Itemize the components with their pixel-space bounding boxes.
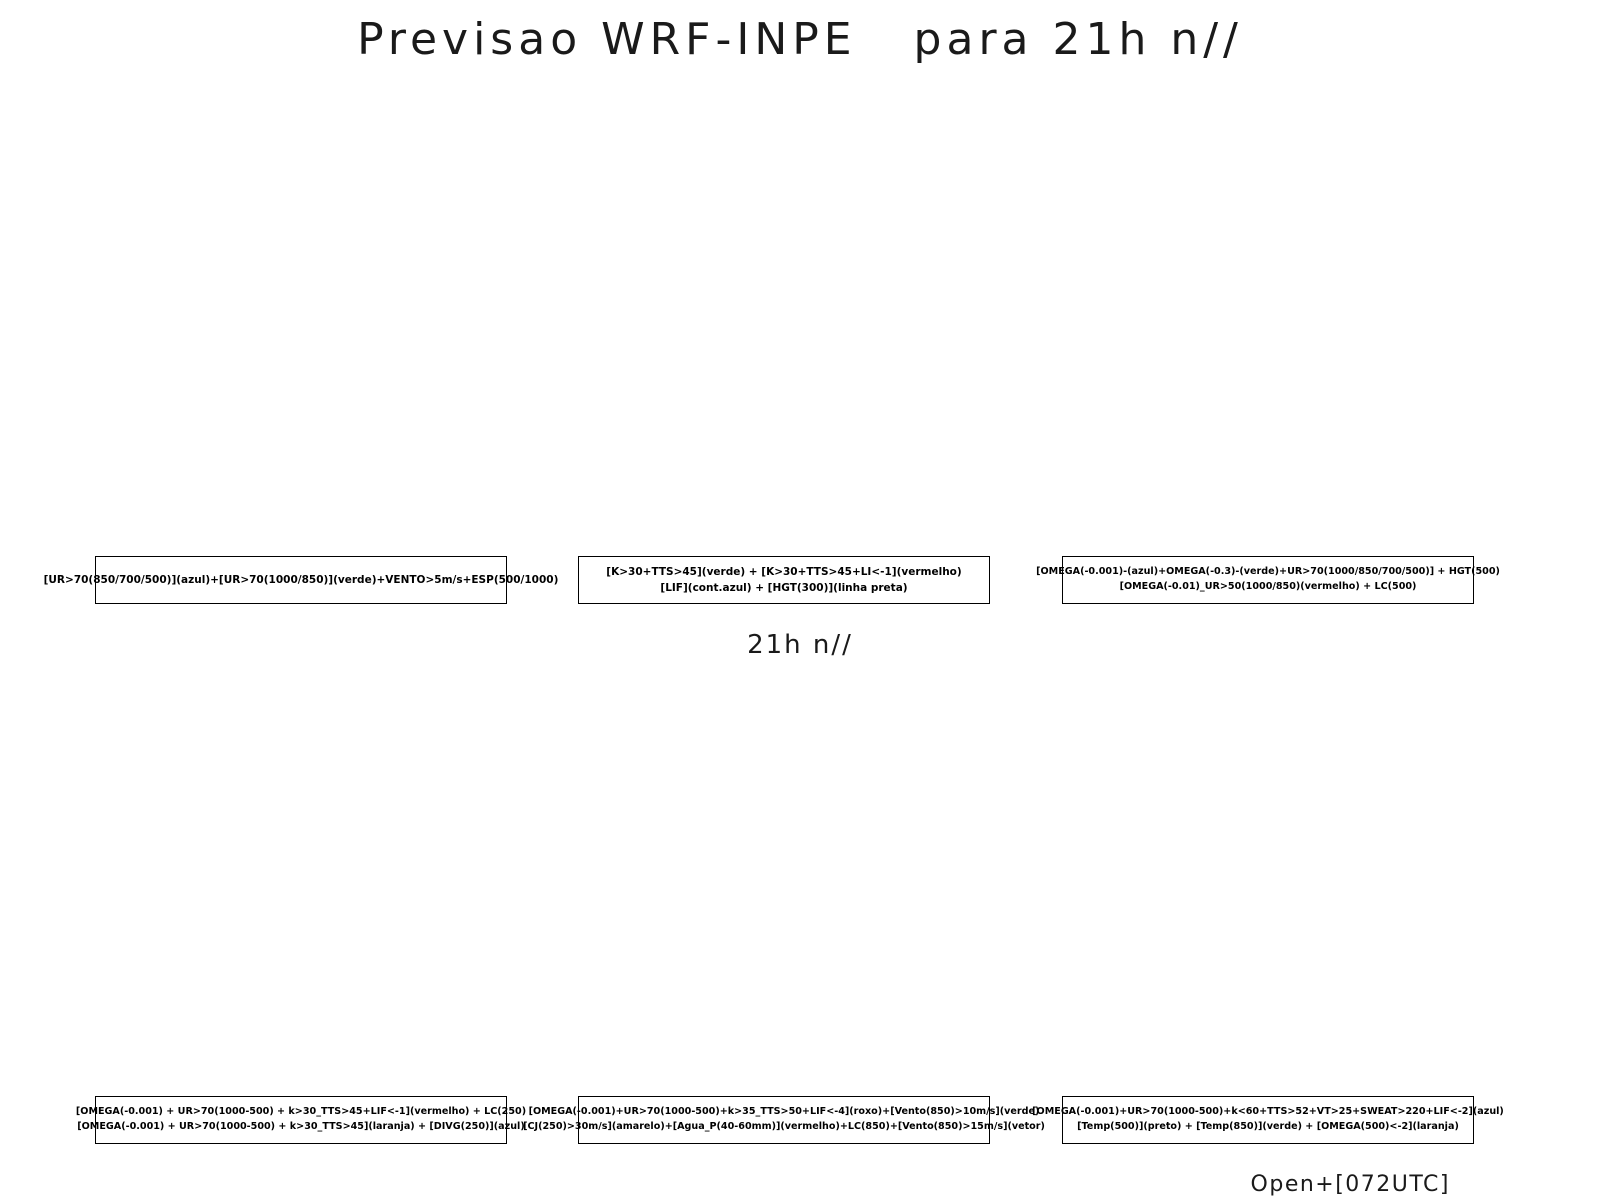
legend-line: [LIF](cont.azul) + [HGT(300)](linha preta): [660, 582, 908, 594]
mid-caption: 21h n//: [747, 630, 853, 660]
legend-box-bottom-right: [1032, 1096, 1504, 1144]
legend-box-top-left: [43, 556, 559, 604]
legend-box-top-right: [1036, 556, 1500, 604]
legend-box-top-center: [578, 556, 990, 604]
page-title: Previsao WRF-INPE para 21h n//: [357, 14, 1243, 65]
footer-caption: Open+[072UTC]: [1250, 1172, 1450, 1197]
legend-line: [OMEGA(-0.001) + UR>70(1000-500) + k>30_TTS>45+LIF<-1](vermelho) + LC(250): [75, 1106, 527, 1118]
legend-line: [Temp(500)](preto) + [Temp(850)](verde) + [OMEGA(500)<-2](laranja): [1077, 1121, 1459, 1132]
legend-line: [OMEGA(-0.001)-(azul)+OMEGA(-0.3)-(verde)+UR>70(1000/850/700/500)] + HGT(500): [1036, 566, 1500, 578]
legend-line: [OMEGA(-0.01)_UR>50(1000/850)(vermelho) + LC(500): [1119, 581, 1417, 592]
legend-box-bottom-center: [523, 1096, 1045, 1144]
legend-box-bottom-left: [75, 1096, 527, 1144]
legend-line: [K>30+TTS>45](verde) + [K>30+TTS>45+LI<-1](vermelho): [606, 565, 962, 578]
legend-line: [OMEGA(-0.001)+UR>70(1000-500)+k>35_TTS>50+LIF<-4](roxo)+[Vento(850)>10m/s](verde): [528, 1106, 1040, 1118]
legend-line: [CJ(250)>30m/s](amarelo)+[Agua_P(40-60mm)](vermelho)+LC(850)+[Vento(850)>15m/s](vetor): [523, 1121, 1045, 1132]
legend-line: [OMEGA(-0.001)+UR>70(1000-500)+k<60+TTS>52+VT>25+SWEAT>220+LIF<-2](azul): [1032, 1106, 1504, 1118]
legend-line: [OMEGA(-0.001) + UR>70(1000-500) + k>30_TTS>45](laranja) + [DIVG(250)](azul): [77, 1121, 525, 1132]
legend-line: [UR>70(850/700/500)](azul)+[UR>70(1000/850)](verde)+VENTO>5m/s+ESP(500/1000): [43, 573, 559, 586]
